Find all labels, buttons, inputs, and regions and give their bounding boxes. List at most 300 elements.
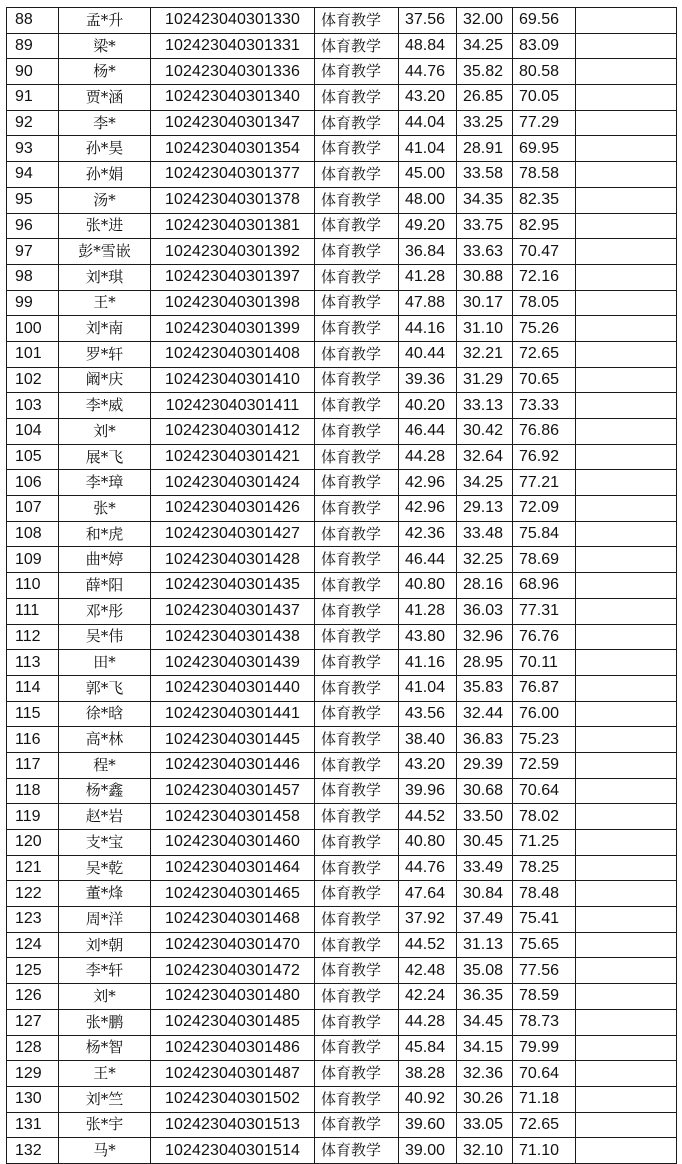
table-row [7, 573, 677, 599]
exam-id-cell: 102423040301330 [151, 8, 315, 34]
table-row [7, 907, 677, 933]
row-number-cell: 93 [7, 136, 59, 162]
score-one-cell: 44.04 [399, 110, 457, 136]
row-number-cell: 119 [7, 804, 59, 830]
exam-id-cell: 102423040301468 [151, 907, 315, 933]
exam-id-cell: 102423040301421 [151, 444, 315, 470]
total-score-cell: 79.99 [513, 1035, 576, 1061]
major-cell: 体育教学 [315, 316, 399, 342]
score-one-cell: 42.36 [399, 521, 457, 547]
candidate-name-cell: 彭*雪嵌 [59, 239, 151, 265]
blank-cell [576, 496, 677, 522]
blank-cell [576, 1138, 677, 1164]
table-row [7, 59, 677, 85]
table-row [7, 547, 677, 573]
score-one-cell: 47.88 [399, 290, 457, 316]
score-one-cell: 44.16 [399, 316, 457, 342]
score-one-cell: 44.28 [399, 444, 457, 470]
candidate-name-cell: 展*飞 [59, 444, 151, 470]
major-cell: 体育教学 [315, 624, 399, 650]
table-row [7, 701, 677, 727]
score-one-cell: 44.52 [399, 804, 457, 830]
candidate-name-cell: 杨* [59, 59, 151, 85]
score-one-cell: 41.16 [399, 650, 457, 676]
exam-id-cell: 102423040301445 [151, 727, 315, 753]
blank-cell [576, 1112, 677, 1138]
major-cell: 体育教学 [315, 239, 399, 265]
major-cell: 体育教学 [315, 984, 399, 1010]
total-score-cell: 75.41 [513, 907, 576, 933]
table-row [7, 419, 677, 445]
score-two-cell: 34.25 [457, 33, 513, 59]
blank-cell [576, 1086, 677, 1112]
candidate-name-cell: 徐*晗 [59, 701, 151, 727]
row-number-cell: 100 [7, 316, 59, 342]
score-one-cell: 38.28 [399, 1061, 457, 1087]
score-two-cell: 32.00 [457, 8, 513, 34]
major-cell: 体育教学 [315, 650, 399, 676]
row-number-cell: 114 [7, 675, 59, 701]
candidate-name-cell: 刘*琪 [59, 264, 151, 290]
blank-cell [576, 136, 677, 162]
table-row [7, 496, 677, 522]
score-two-cell: 34.35 [457, 187, 513, 213]
score-one-cell: 41.04 [399, 136, 457, 162]
exam-id-cell: 102423040301513 [151, 1112, 315, 1138]
blank-cell [576, 778, 677, 804]
exam-id-cell: 102423040301435 [151, 573, 315, 599]
score-two-cell: 34.25 [457, 470, 513, 496]
score-one-cell: 37.92 [399, 907, 457, 933]
score-two-cell: 32.25 [457, 547, 513, 573]
row-number-cell: 117 [7, 752, 59, 778]
table-row [7, 598, 677, 624]
row-number-cell: 88 [7, 8, 59, 34]
row-number-cell: 116 [7, 727, 59, 753]
total-score-cell: 77.56 [513, 958, 576, 984]
candidate-name-cell: 赵*岩 [59, 804, 151, 830]
major-cell: 体育教学 [315, 264, 399, 290]
candidate-name-cell: 程* [59, 752, 151, 778]
total-score-cell: 75.26 [513, 316, 576, 342]
major-cell: 体育教学 [315, 881, 399, 907]
score-two-cell: 33.13 [457, 393, 513, 419]
total-score-cell: 76.76 [513, 624, 576, 650]
table-row [7, 727, 677, 753]
score-two-cell: 33.63 [457, 239, 513, 265]
table-row [7, 1086, 677, 1112]
exam-id-cell: 102423040301487 [151, 1061, 315, 1087]
blank-cell [576, 419, 677, 445]
total-score-cell: 72.59 [513, 752, 576, 778]
total-score-cell: 80.58 [513, 59, 576, 85]
blank-cell [576, 650, 677, 676]
major-cell: 体育教学 [315, 521, 399, 547]
table-row [7, 1061, 677, 1087]
table-row [7, 136, 677, 162]
total-score-cell: 77.29 [513, 110, 576, 136]
row-number-cell: 129 [7, 1061, 59, 1087]
major-cell: 体育教学 [315, 110, 399, 136]
exam-id-cell: 102423040301446 [151, 752, 315, 778]
score-two-cell: 36.35 [457, 984, 513, 1010]
exam-id-cell: 102423040301439 [151, 650, 315, 676]
total-score-cell: 75.65 [513, 932, 576, 958]
exam-id-cell: 102423040301427 [151, 521, 315, 547]
row-number-cell: 107 [7, 496, 59, 522]
score-two-cell: 29.13 [457, 496, 513, 522]
total-score-cell: 78.25 [513, 855, 576, 881]
blank-cell [576, 881, 677, 907]
total-score-cell: 83.09 [513, 33, 576, 59]
candidate-name-cell: 张*宇 [59, 1112, 151, 1138]
total-score-cell: 70.11 [513, 650, 576, 676]
exam-id-cell: 102423040301485 [151, 1009, 315, 1035]
exam-id-cell: 102423040301340 [151, 85, 315, 111]
score-one-cell: 40.92 [399, 1086, 457, 1112]
blank-cell [576, 701, 677, 727]
score-one-cell: 42.24 [399, 984, 457, 1010]
score-one-cell: 44.52 [399, 932, 457, 958]
row-number-cell: 89 [7, 33, 59, 59]
score-one-cell: 44.76 [399, 59, 457, 85]
exam-id-cell: 102423040301411 [151, 393, 315, 419]
score-two-cell: 30.17 [457, 290, 513, 316]
blank-cell [576, 59, 677, 85]
exam-id-cell: 102423040301424 [151, 470, 315, 496]
blank-cell [576, 239, 677, 265]
major-cell: 体育教学 [315, 675, 399, 701]
blank-cell [576, 547, 677, 573]
exam-id-cell: 102423040301480 [151, 984, 315, 1010]
blank-cell [576, 1061, 677, 1087]
score-two-cell: 34.45 [457, 1009, 513, 1035]
row-number-cell: 101 [7, 341, 59, 367]
candidate-name-cell: 张*进 [59, 213, 151, 239]
row-number-cell: 111 [7, 598, 59, 624]
exam-id-cell: 102423040301347 [151, 110, 315, 136]
exam-id-cell: 102423040301514 [151, 1138, 315, 1164]
row-number-cell: 113 [7, 650, 59, 676]
score-one-cell: 48.00 [399, 187, 457, 213]
candidate-name-cell: 阚*庆 [59, 367, 151, 393]
major-cell: 体育教学 [315, 1009, 399, 1035]
score-one-cell: 45.00 [399, 162, 457, 188]
table-row [7, 830, 677, 856]
row-number-cell: 121 [7, 855, 59, 881]
candidate-name-cell: 孙*娟 [59, 162, 151, 188]
exam-id-cell: 102423040301399 [151, 316, 315, 342]
total-score-cell: 70.65 [513, 367, 576, 393]
score-one-cell: 39.00 [399, 1138, 457, 1164]
row-number-cell: 131 [7, 1112, 59, 1138]
row-number-cell: 106 [7, 470, 59, 496]
score-two-cell: 30.68 [457, 778, 513, 804]
candidate-name-cell: 贾*涵 [59, 85, 151, 111]
total-score-cell: 72.65 [513, 1112, 576, 1138]
table-row [7, 187, 677, 213]
score-one-cell: 42.48 [399, 958, 457, 984]
major-cell: 体育教学 [315, 598, 399, 624]
total-score-cell: 76.00 [513, 701, 576, 727]
major-cell: 体育教学 [315, 33, 399, 59]
total-score-cell: 70.47 [513, 239, 576, 265]
table-row [7, 1138, 677, 1164]
score-two-cell: 31.13 [457, 932, 513, 958]
candidate-name-cell: 薛*阳 [59, 573, 151, 599]
row-number-cell: 120 [7, 830, 59, 856]
score-two-cell: 30.88 [457, 264, 513, 290]
total-score-cell: 77.31 [513, 598, 576, 624]
total-score-cell: 72.16 [513, 264, 576, 290]
major-cell: 体育教学 [315, 573, 399, 599]
blank-cell [576, 110, 677, 136]
major-cell: 体育教学 [315, 1086, 399, 1112]
score-one-cell: 41.28 [399, 264, 457, 290]
row-number-cell: 108 [7, 521, 59, 547]
exam-id-cell: 102423040301397 [151, 264, 315, 290]
total-score-cell: 70.05 [513, 85, 576, 111]
exam-id-cell: 102423040301410 [151, 367, 315, 393]
total-score-cell: 70.64 [513, 778, 576, 804]
major-cell: 体育教学 [315, 136, 399, 162]
score-one-cell: 39.60 [399, 1112, 457, 1138]
blank-cell [576, 290, 677, 316]
score-two-cell: 32.10 [457, 1138, 513, 1164]
row-number-cell: 132 [7, 1138, 59, 1164]
row-number-cell: 91 [7, 85, 59, 111]
blank-cell [576, 727, 677, 753]
candidate-name-cell: 杨*鑫 [59, 778, 151, 804]
exam-id-cell: 102423040301502 [151, 1086, 315, 1112]
major-cell: 体育教学 [315, 958, 399, 984]
major-cell: 体育教学 [315, 830, 399, 856]
exam-id-cell: 102423040301486 [151, 1035, 315, 1061]
total-score-cell: 82.35 [513, 187, 576, 213]
blank-cell [576, 675, 677, 701]
score-one-cell: 39.96 [399, 778, 457, 804]
row-number-cell: 126 [7, 984, 59, 1010]
table-row [7, 162, 677, 188]
row-number-cell: 115 [7, 701, 59, 727]
major-cell: 体育教学 [315, 1138, 399, 1164]
candidate-name-cell: 支*宝 [59, 830, 151, 856]
exam-id-cell: 102423040301472 [151, 958, 315, 984]
score-one-cell: 40.20 [399, 393, 457, 419]
score-two-cell: 33.49 [457, 855, 513, 881]
candidate-name-cell: 邓*彤 [59, 598, 151, 624]
candidate-name-cell: 罗*轩 [59, 341, 151, 367]
candidate-name-cell: 李*璋 [59, 470, 151, 496]
major-cell: 体育教学 [315, 727, 399, 753]
total-score-cell: 71.10 [513, 1138, 576, 1164]
row-number-cell: 127 [7, 1009, 59, 1035]
major-cell: 体育教学 [315, 907, 399, 933]
score-one-cell: 38.40 [399, 727, 457, 753]
major-cell: 体育教学 [315, 1112, 399, 1138]
score-two-cell: 37.49 [457, 907, 513, 933]
score-one-cell: 43.20 [399, 85, 457, 111]
total-score-cell: 78.02 [513, 804, 576, 830]
major-cell: 体育教学 [315, 470, 399, 496]
score-two-cell: 28.16 [457, 573, 513, 599]
blank-cell [576, 598, 677, 624]
total-score-cell: 76.87 [513, 675, 576, 701]
exam-id-cell: 102423040301412 [151, 419, 315, 445]
score-two-cell: 33.58 [457, 162, 513, 188]
score-two-cell: 30.42 [457, 419, 513, 445]
score-one-cell: 43.20 [399, 752, 457, 778]
exam-id-cell: 102423040301428 [151, 547, 315, 573]
exam-id-cell: 102423040301378 [151, 187, 315, 213]
table-row [7, 624, 677, 650]
row-number-cell: 92 [7, 110, 59, 136]
candidate-name-cell: 郭*飞 [59, 675, 151, 701]
candidate-name-cell: 曲*婷 [59, 547, 151, 573]
table-row [7, 1009, 677, 1035]
total-score-cell: 78.05 [513, 290, 576, 316]
candidate-name-cell: 张* [59, 496, 151, 522]
major-cell: 体育教学 [315, 85, 399, 111]
candidate-name-cell: 张*鹏 [59, 1009, 151, 1035]
score-table [6, 7, 677, 1164]
table-row [7, 1035, 677, 1061]
table-row [7, 932, 677, 958]
total-score-cell: 73.33 [513, 393, 576, 419]
row-number-cell: 103 [7, 393, 59, 419]
blank-cell [576, 932, 677, 958]
candidate-name-cell: 和*虎 [59, 521, 151, 547]
row-number-cell: 122 [7, 881, 59, 907]
table-row [7, 958, 677, 984]
candidate-name-cell: 梁* [59, 33, 151, 59]
total-score-cell: 78.58 [513, 162, 576, 188]
exam-id-cell: 102423040301408 [151, 341, 315, 367]
score-one-cell: 48.84 [399, 33, 457, 59]
exam-id-cell: 102423040301392 [151, 239, 315, 265]
total-score-cell: 78.59 [513, 984, 576, 1010]
candidate-name-cell: 刘* [59, 984, 151, 1010]
score-two-cell: 30.84 [457, 881, 513, 907]
blank-cell [576, 8, 677, 34]
table-row [7, 341, 677, 367]
total-score-cell: 82.95 [513, 213, 576, 239]
exam-id-cell: 102423040301460 [151, 830, 315, 856]
blank-cell [576, 444, 677, 470]
score-two-cell: 26.85 [457, 85, 513, 111]
score-one-cell: 40.44 [399, 341, 457, 367]
exam-id-cell: 102423040301381 [151, 213, 315, 239]
score-two-cell: 31.10 [457, 316, 513, 342]
score-one-cell: 37.56 [399, 8, 457, 34]
blank-cell [576, 33, 677, 59]
exam-id-cell: 102423040301437 [151, 598, 315, 624]
blank-cell [576, 264, 677, 290]
total-score-cell: 78.73 [513, 1009, 576, 1035]
table-row [7, 752, 677, 778]
score-one-cell: 44.76 [399, 855, 457, 881]
table-row [7, 239, 677, 265]
candidate-name-cell: 田* [59, 650, 151, 676]
exam-id-cell: 102423040301354 [151, 136, 315, 162]
blank-cell [576, 958, 677, 984]
row-number-cell: 99 [7, 290, 59, 316]
candidate-name-cell: 董*烽 [59, 881, 151, 907]
blank-cell [576, 907, 677, 933]
table-row [7, 804, 677, 830]
score-one-cell: 46.44 [399, 419, 457, 445]
candidate-name-cell: 王* [59, 290, 151, 316]
score-two-cell: 33.05 [457, 1112, 513, 1138]
blank-cell [576, 573, 677, 599]
score-one-cell: 43.56 [399, 701, 457, 727]
row-number-cell: 105 [7, 444, 59, 470]
blank-cell [576, 341, 677, 367]
score-two-cell: 30.26 [457, 1086, 513, 1112]
score-one-cell: 43.80 [399, 624, 457, 650]
score-one-cell: 40.80 [399, 830, 457, 856]
total-score-cell: 76.86 [513, 419, 576, 445]
major-cell: 体育教学 [315, 932, 399, 958]
total-score-cell: 70.64 [513, 1061, 576, 1087]
major-cell: 体育教学 [315, 752, 399, 778]
major-cell: 体育教学 [315, 393, 399, 419]
exam-id-cell: 102423040301440 [151, 675, 315, 701]
blank-cell [576, 162, 677, 188]
candidate-name-cell: 李* [59, 110, 151, 136]
score-one-cell: 44.28 [399, 1009, 457, 1035]
row-number-cell: 98 [7, 264, 59, 290]
row-number-cell: 125 [7, 958, 59, 984]
table-row [7, 85, 677, 111]
row-number-cell: 110 [7, 573, 59, 599]
table-row [7, 290, 677, 316]
total-score-cell: 72.09 [513, 496, 576, 522]
blank-cell [576, 367, 677, 393]
exam-id-cell: 102423040301398 [151, 290, 315, 316]
score-one-cell: 46.44 [399, 547, 457, 573]
total-score-cell: 69.95 [513, 136, 576, 162]
candidate-name-cell: 王* [59, 1061, 151, 1087]
score-two-cell: 33.48 [457, 521, 513, 547]
total-score-cell: 72.65 [513, 341, 576, 367]
candidate-name-cell: 杨*智 [59, 1035, 151, 1061]
major-cell: 体育教学 [315, 1061, 399, 1087]
major-cell: 体育教学 [315, 444, 399, 470]
candidate-name-cell: 高*林 [59, 727, 151, 753]
blank-cell [576, 1009, 677, 1035]
table-row [7, 444, 677, 470]
candidate-name-cell: 刘*朝 [59, 932, 151, 958]
score-two-cell: 32.44 [457, 701, 513, 727]
exam-id-cell: 102423040301457 [151, 778, 315, 804]
table-row [7, 110, 677, 136]
row-number-cell: 90 [7, 59, 59, 85]
blank-cell [576, 521, 677, 547]
major-cell: 体育教学 [315, 701, 399, 727]
row-number-cell: 123 [7, 907, 59, 933]
score-two-cell: 34.15 [457, 1035, 513, 1061]
row-number-cell: 118 [7, 778, 59, 804]
candidate-name-cell: 刘* [59, 419, 151, 445]
score-one-cell: 42.96 [399, 470, 457, 496]
score-one-cell: 45.84 [399, 1035, 457, 1061]
major-cell: 体育教学 [315, 8, 399, 34]
total-score-cell: 69.56 [513, 8, 576, 34]
score-one-cell: 36.84 [399, 239, 457, 265]
candidate-name-cell: 吴*乾 [59, 855, 151, 881]
score-two-cell: 32.96 [457, 624, 513, 650]
